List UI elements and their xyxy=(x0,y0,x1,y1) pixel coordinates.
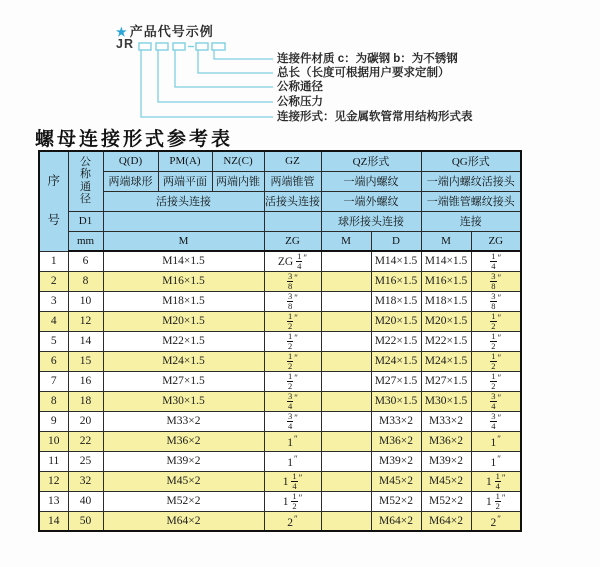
table-cell: M36×2 xyxy=(103,431,264,451)
table-cell: M52×2 xyxy=(371,491,421,511)
header-qg-desc1: 一端内螺纹活接头 xyxy=(421,171,521,191)
table-cell: M45×2 xyxy=(371,471,421,491)
header-q-desc: 两端球形 xyxy=(103,171,158,191)
header-col-q: Q(D) xyxy=(103,151,158,171)
table-cell: 12 xyxy=(68,311,103,331)
table-row xyxy=(39,491,521,511)
table-cell: 3 xyxy=(39,291,68,311)
table-cell: 1 $\frac{1}{2}$ ″ xyxy=(471,491,521,511)
header-empty-left xyxy=(103,211,264,231)
table-cell: 1″ xyxy=(264,451,321,471)
table-cell: 1″ xyxy=(471,451,521,471)
table-row xyxy=(39,471,521,491)
table-cell xyxy=(321,271,371,291)
table-cell: M33×2 xyxy=(421,411,471,431)
table-cell xyxy=(321,511,371,531)
table-cell: 1 $\frac{1}{4}$ ″ xyxy=(471,471,521,491)
table-cell xyxy=(321,491,371,511)
table-cell: $\frac{1}{2}$ ″ xyxy=(264,311,321,331)
table-cell: M27×1.5 xyxy=(103,371,264,391)
table-row xyxy=(39,371,521,391)
header-seq: 序 号 xyxy=(39,151,68,251)
table-cell: 6 xyxy=(39,351,68,371)
table-cell: M18×1.5 xyxy=(103,291,264,311)
table-cell: M39×2 xyxy=(371,451,421,471)
table-cell: M22×1.5 xyxy=(103,331,264,351)
header-nz-desc: 两端内锥 xyxy=(212,171,264,191)
header-d1: D1 xyxy=(68,211,103,231)
table-cell: $\frac{1}{2}$ ″ xyxy=(264,331,321,351)
header-qz-desc1: 一端内螺纹 xyxy=(321,171,421,191)
table-row xyxy=(39,431,521,451)
table-cell: M52×2 xyxy=(421,491,471,511)
table-cell: 32 xyxy=(68,471,103,491)
table-cell: 10 xyxy=(39,431,68,451)
table-cell xyxy=(321,251,371,271)
diagram-label-length: 总长（长度可根据用户要求定制） xyxy=(277,67,450,79)
table-cell: M30×1.5 xyxy=(371,391,421,411)
table-cell: M27×1.5 xyxy=(421,371,471,391)
header-gz-connection: 活接头连接 xyxy=(264,191,321,211)
diagram-label-diameter: 公称通径 xyxy=(277,81,323,93)
table-cell: 8 xyxy=(68,271,103,291)
table-cell: 12 xyxy=(39,471,68,491)
table-cell: M24×1.5 xyxy=(103,351,264,371)
header-qz-d: D xyxy=(371,231,421,251)
header-pm-desc: 两端平面 xyxy=(158,171,212,191)
table-cell: 11 xyxy=(39,451,68,471)
table-cell: 50 xyxy=(68,511,103,531)
table-cell: 2″ xyxy=(264,511,321,531)
header-union-connection: 活接头连接 xyxy=(103,191,264,211)
table-cell: M39×2 xyxy=(103,451,264,471)
header-empty-gz xyxy=(264,211,321,231)
nut-connection-table xyxy=(38,150,522,532)
table-cell: 9 xyxy=(39,411,68,431)
table-cell: $\frac{3}{8}$ ″ xyxy=(264,291,321,311)
diagram-heading-text: 产品代号示例 xyxy=(129,24,214,39)
table-cell: M18×1.5 xyxy=(371,291,421,311)
table-cell: 1 $\frac{1}{2}$ ″ xyxy=(264,491,321,511)
table-cell: 1 $\frac{1}{4}$ ″ xyxy=(264,471,321,491)
table-cell: M64×2 xyxy=(421,511,471,531)
table-cell: ZG $\frac{1}{4}$ ″ xyxy=(264,251,321,271)
star-icon: ★ xyxy=(116,25,128,39)
product-code-prefix: JR xyxy=(116,37,134,51)
table-cell: $\frac{1}{2}$ ″ xyxy=(471,331,521,351)
table-cell: 15 xyxy=(68,351,103,371)
table-cell: 13 xyxy=(39,491,68,511)
table-cell: $\frac{1}{2}$ ″ xyxy=(471,371,521,391)
table-cell: M30×1.5 xyxy=(103,391,264,411)
code-boxes xyxy=(139,43,225,50)
header-col-qg: QG形式 xyxy=(421,151,521,171)
table-cell: 14 xyxy=(68,331,103,351)
table-cell xyxy=(321,291,371,311)
table-cell: M14×1.5 xyxy=(421,251,471,271)
table-cell: M20×1.5 xyxy=(103,311,264,331)
table-cell: $\frac{1}{2}$ ″ xyxy=(264,371,321,391)
table-cell: 7 xyxy=(39,371,68,391)
header-qz-m: M xyxy=(321,231,371,251)
table-cell: 8 xyxy=(39,391,68,411)
table-cell: $\frac{3}{4}$ ″ xyxy=(264,411,321,431)
table-row xyxy=(39,411,521,431)
table-cell: 14 xyxy=(39,511,68,531)
table-cell: 22 xyxy=(68,431,103,451)
header-qz-desc2: 一端外螺纹 xyxy=(321,191,421,211)
table-row xyxy=(39,511,521,531)
table-row xyxy=(39,451,521,471)
header-col-pm: PM(A) xyxy=(158,151,212,171)
table-cell: M16×1.5 xyxy=(103,271,264,291)
table-cell: M64×2 xyxy=(103,511,264,531)
header-zg-label: ZG xyxy=(264,231,321,251)
header-col-qz: QZ形式 xyxy=(321,151,421,171)
table-cell: M64×2 xyxy=(371,511,421,531)
table-cell: 10 xyxy=(68,291,103,311)
table-row xyxy=(39,271,521,291)
table-cell: M24×1.5 xyxy=(371,351,421,371)
table-cell: M45×2 xyxy=(103,471,264,491)
header-mm: mm xyxy=(68,231,103,251)
table-cell: $\frac{1}{4}$ ″ xyxy=(471,251,521,271)
table-cell: M30×1.5 xyxy=(421,391,471,411)
table-cell: M39×2 xyxy=(421,451,471,471)
table-cell: 16 xyxy=(68,371,103,391)
table-cell: M36×2 xyxy=(371,431,421,451)
header-qg-connection: 连接 xyxy=(421,211,521,231)
table-cell: M24×1.5 xyxy=(421,351,471,371)
table-cell: M45×2 xyxy=(421,471,471,491)
diagram-label-pressure: 公称压力 xyxy=(277,96,323,108)
table-cell: $\frac{1}{2}$ ″ xyxy=(471,351,521,371)
table-cell xyxy=(321,351,371,371)
header-qg-desc2: 一端锥管螺纹接头 xyxy=(421,191,521,211)
table-row xyxy=(39,251,521,271)
table-cell: M16×1.5 xyxy=(421,271,471,291)
table-row xyxy=(39,311,521,331)
table-row xyxy=(39,331,521,351)
table-cell: $\frac{3}{8}$ ″ xyxy=(471,291,521,311)
header-qg-zg: ZG xyxy=(471,231,521,251)
table-cell: M14×1.5 xyxy=(103,251,264,271)
table-cell: 18 xyxy=(68,391,103,411)
table-cell xyxy=(321,311,371,331)
header-gz-desc: 两端锥管 xyxy=(264,171,321,191)
table-body xyxy=(39,251,521,531)
table-cell: 2 xyxy=(39,271,68,291)
table-cell: M33×2 xyxy=(371,411,421,431)
table-cell: 20 xyxy=(68,411,103,431)
table-cell: 6 xyxy=(68,251,103,271)
table-header xyxy=(39,151,521,251)
table-cell: 2″ xyxy=(471,511,521,531)
table-cell: 4 xyxy=(39,311,68,331)
header-col-nz: NZ(C) xyxy=(212,151,264,171)
table-cell: 1″ xyxy=(264,431,321,451)
table-cell: M22×1.5 xyxy=(371,331,421,351)
header-qg-m: M xyxy=(421,231,471,251)
table-row xyxy=(39,291,521,311)
diagram-label-material: 连接件材质 c：为碳钢 b：为不锈钢 xyxy=(277,53,458,65)
table-cell xyxy=(321,471,371,491)
table-cell: M22×1.5 xyxy=(421,331,471,351)
table-cell: 40 xyxy=(68,491,103,511)
table-cell xyxy=(321,371,371,391)
table-cell xyxy=(321,391,371,411)
table-cell: $\frac{1}{2}$ ″ xyxy=(264,351,321,371)
table-cell: M18×1.5 xyxy=(421,291,471,311)
table-cell: 5 xyxy=(39,331,68,351)
table-cell: M20×1.5 xyxy=(371,311,421,331)
table-cell: M16×1.5 xyxy=(371,271,421,291)
table-cell xyxy=(321,431,371,451)
header-col-gz: GZ xyxy=(264,151,321,171)
table-cell: M14×1.5 xyxy=(371,251,421,271)
connector-lines xyxy=(141,50,273,117)
header-nominal-diameter: 公 称 通 径 xyxy=(68,151,103,211)
table-cell: M36×2 xyxy=(421,431,471,451)
table-cell: M27×1.5 xyxy=(371,371,421,391)
table-cell: M20×1.5 xyxy=(421,311,471,331)
table-cell: $\frac{3}{8}$ ″ xyxy=(471,271,521,291)
table-cell: M52×2 xyxy=(103,491,264,511)
table-cell: 1 xyxy=(39,251,68,271)
table-cell xyxy=(321,411,371,431)
table-cell xyxy=(321,451,371,471)
table-cell: $\frac{1}{2}$ ″ xyxy=(471,311,521,331)
table-cell: M33×2 xyxy=(103,411,264,431)
table-cell: $\frac{3}{8}$ ″ xyxy=(264,271,321,291)
table-cell: $\frac{3}{4}$ ″ xyxy=(471,391,521,411)
table-cell: $\frac{3}{4}$ ″ xyxy=(264,391,321,411)
table-cell: 1″ xyxy=(471,431,521,451)
diagram-label-connection: 连接形式：见金属软管常用结构形式表 xyxy=(277,111,473,123)
table-cell: $\frac{3}{4}$ ″ xyxy=(471,411,521,431)
header-m-label: M xyxy=(103,231,264,251)
table-cell: 25 xyxy=(68,451,103,471)
table-title: 螺母连接形式参考表 xyxy=(35,129,234,150)
table-row xyxy=(39,391,521,411)
table-cell xyxy=(321,331,371,351)
table-row xyxy=(39,351,521,371)
header-qz-connection: 球形接头连接 xyxy=(321,211,421,231)
